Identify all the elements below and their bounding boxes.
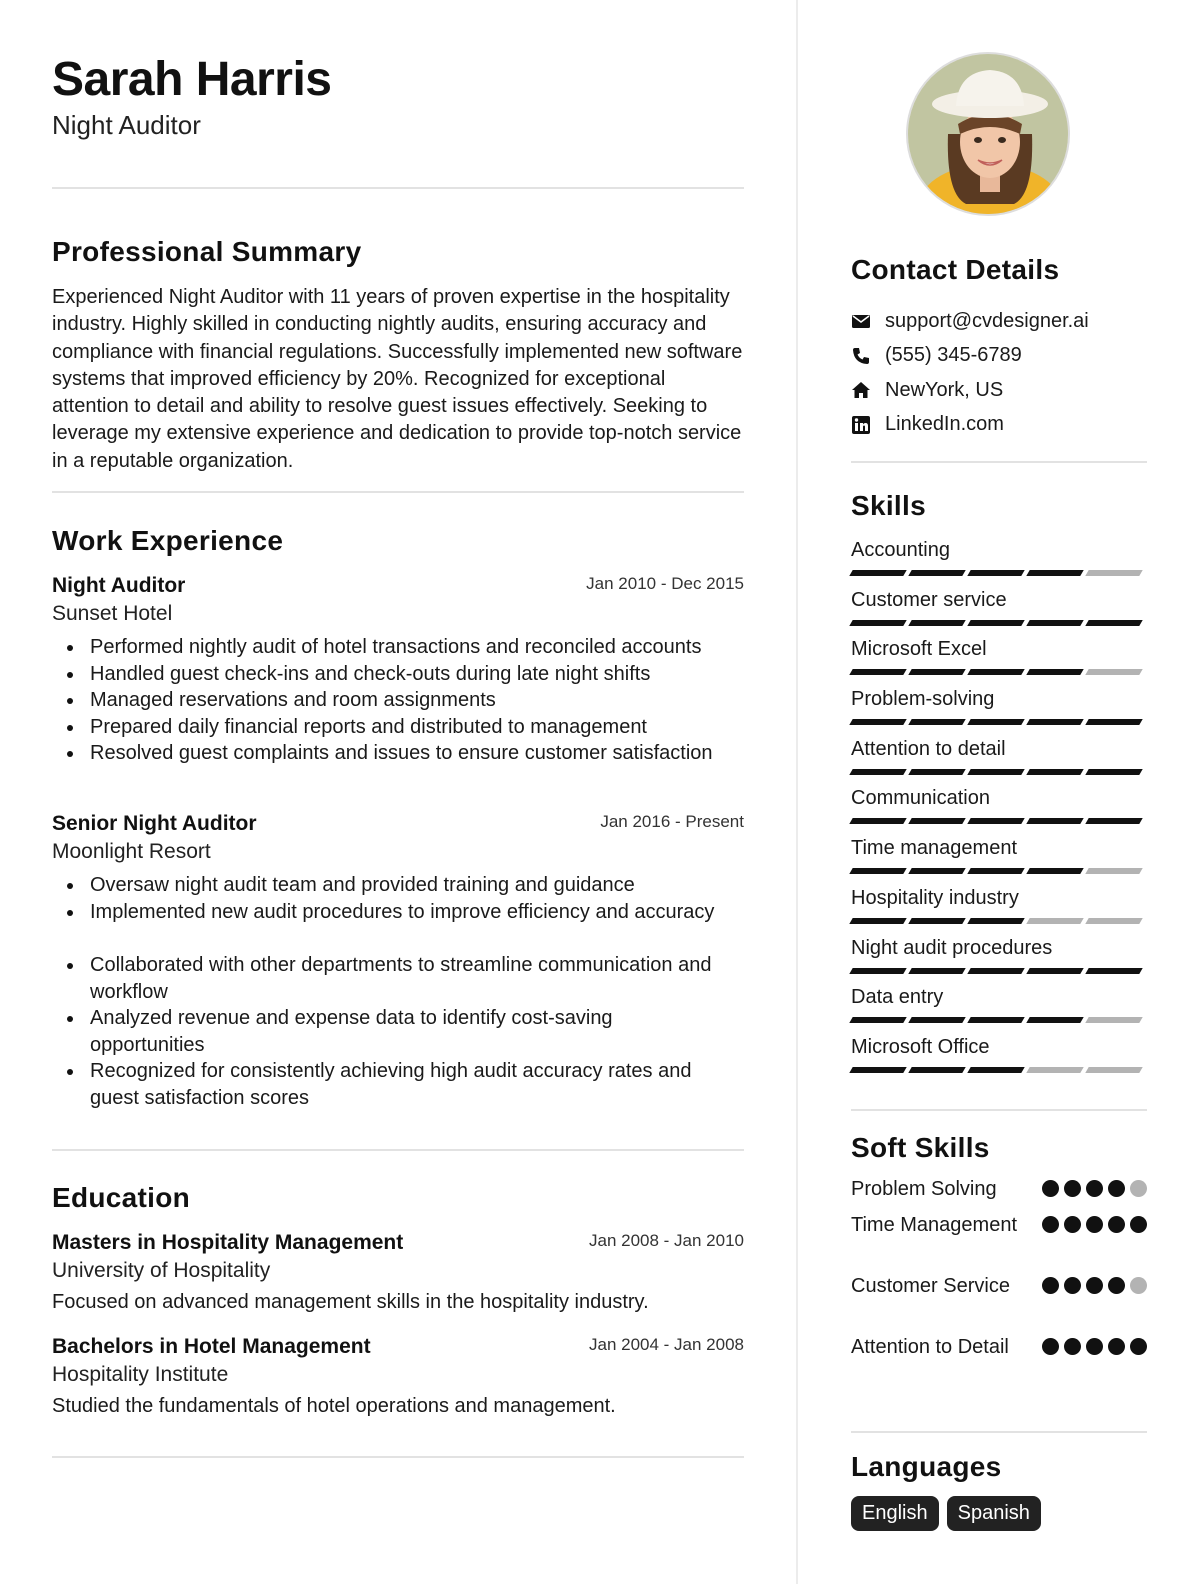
skill-level-segment (849, 1067, 906, 1073)
column-divider (796, 0, 798, 1584)
contact-location (851, 373, 1089, 408)
profile-photo (906, 52, 1070, 216)
skill-level-segment (908, 769, 965, 775)
skill-level-segment (908, 570, 965, 576)
contact-list (851, 304, 1089, 442)
degree-name: Bachelors in Hotel Management (52, 1335, 371, 1358)
education-heading: Education (52, 1182, 191, 1213)
skill-level-segment (1085, 818, 1142, 824)
skill-level-segment (967, 570, 1024, 576)
skill-level-segment (908, 1067, 965, 1073)
job-bullets (52, 634, 744, 767)
rating-dot (1108, 1277, 1125, 1294)
candidate-name: Sarah Harris (52, 53, 332, 106)
skill-level-bar (851, 669, 1141, 675)
rating-dot (1064, 1277, 1081, 1294)
skill-level-segment (1026, 918, 1083, 924)
skill-level-segment (1026, 968, 1083, 974)
envelope-icon (851, 311, 871, 331)
job-dates: Jan 2010 - Dec 2015 (586, 574, 744, 593)
rating-dot (1130, 1277, 1147, 1294)
skill-level-segment (1026, 1067, 1083, 1073)
contact-email[interactable] (851, 304, 1089, 339)
linkedin-icon (851, 415, 871, 435)
rating-dot (1108, 1338, 1125, 1355)
candidate-title: Night Auditor (52, 110, 201, 140)
education-description: Focused on advanced management skills in the hospitality industry. (52, 1291, 649, 1313)
rating-dot (1064, 1338, 1081, 1355)
job-bullet: Performed nightly audit of hotel transactions and reconciled accounts (52, 634, 744, 661)
skill-level-segment (967, 719, 1024, 725)
skill-level-segment (849, 769, 906, 775)
skill-level-bar (851, 719, 1141, 725)
skill-level-segment (1085, 570, 1142, 576)
divider (851, 461, 1147, 463)
rating-dot (1042, 1216, 1059, 1233)
skill-level-segment (967, 1067, 1024, 1073)
skill-name: Night audit procedures (851, 936, 1053, 959)
skill-level-bar (851, 1017, 1141, 1023)
soft-skill-rating (1042, 1216, 1147, 1233)
skill-level-segment (908, 818, 965, 824)
skill-level-segment (967, 620, 1024, 626)
skill-level-segment (908, 868, 965, 874)
summary-heading: Professional Summary (52, 236, 362, 267)
education-dates: Jan 2008 - Jan 2010 (588, 1231, 744, 1250)
skill-level-segment (908, 968, 965, 974)
divider (851, 1431, 1147, 1433)
contact-phone-text: (555) 345-6789 (885, 344, 1022, 367)
skill-level-segment (849, 818, 906, 824)
skill-level-segment (1026, 620, 1083, 626)
skill-level-segment (967, 868, 1024, 874)
school-name: Hospitality Institute (52, 1363, 229, 1386)
education-description: Studied the fundamentals of hotel operations and management. (52, 1395, 616, 1417)
skill-level-segment (849, 620, 906, 626)
skill-name: Problem-solving (851, 688, 995, 711)
skill-level-bar (851, 769, 1141, 775)
job-bullet: Prepared daily financial reports and distributed to management (52, 714, 744, 741)
language-tag: Spanish (947, 1496, 1041, 1531)
skill-level-segment (1026, 1017, 1083, 1023)
language-tag: English (851, 1496, 939, 1531)
job-role: Senior Night Auditor (52, 812, 257, 835)
skill-level-segment (1026, 868, 1083, 874)
skill-level-segment (1085, 868, 1142, 874)
skill-level-segment (1026, 818, 1083, 824)
rating-dot (1064, 1180, 1081, 1197)
rating-dot (1086, 1180, 1103, 1197)
skill-level-segment (849, 918, 906, 924)
soft-skills-list (851, 1176, 1147, 1395)
rating-dot (1130, 1216, 1147, 1233)
skill-level-segment (849, 719, 906, 725)
skill-level-bar (851, 1067, 1141, 1073)
job-bullet: Recognized for consistently achieving high audit accuracy rates and guest satisfaction scores (52, 1058, 744, 1111)
skill-level-segment (967, 968, 1024, 974)
rating-dot (1086, 1277, 1103, 1294)
soft-skill-rating (1042, 1180, 1147, 1197)
contact-heading: Contact Details (851, 254, 1060, 285)
contact-linkedin[interactable] (851, 408, 1089, 443)
skill-level-segment (908, 620, 965, 626)
skill-level-segment (1085, 1017, 1142, 1023)
rating-dot (1108, 1216, 1125, 1233)
skill-level-segment (1026, 769, 1083, 775)
degree-name: Masters in Hospitality Management (52, 1231, 404, 1254)
skill-name: Customer service (851, 588, 1007, 611)
soft-skill-name: Customer Service (851, 1275, 1010, 1297)
job-bullet: Managed reservations and room assignments (52, 687, 744, 714)
languages-list (851, 1496, 1041, 1531)
job-bullet: Resolved guest complaints and issues to ensure customer satisfaction (52, 740, 744, 767)
skill-level-segment (967, 818, 1024, 824)
skill-item (851, 885, 1147, 935)
job-bullet: Implemented new audit procedures to improve efficiency and accuracy (52, 899, 744, 926)
skill-item (851, 935, 1147, 985)
profile-photo-image (908, 54, 1070, 216)
rating-dot (1130, 1180, 1147, 1197)
education-entry (52, 1335, 744, 1418)
soft-skill-rating (1042, 1277, 1147, 1294)
contact-email-text: support@cvdesigner.ai (885, 309, 1089, 332)
skill-level-segment (1085, 968, 1142, 974)
soft-skills-heading: Soft Skills (851, 1132, 990, 1163)
skill-item (851, 1034, 1147, 1084)
experience-heading: Work Experience (52, 525, 284, 556)
job-entry (52, 812, 744, 1111)
skill-level-segment (967, 669, 1024, 675)
skill-name: Hospitality industry (851, 886, 1019, 909)
skill-level-bar (851, 968, 1141, 974)
home-icon (851, 380, 871, 400)
skill-level-segment (908, 669, 965, 675)
job-bullet: Collaborated with other departments to streamline communication and workflow (52, 952, 744, 1005)
contact-linkedin-text: LinkedIn.com (885, 413, 1004, 436)
job-bullet: Analyzed revenue and expense data to identify cost-saving opportunities (52, 1005, 744, 1058)
skill-item (851, 736, 1147, 786)
skill-level-segment (1085, 669, 1142, 675)
rating-dot (1086, 1338, 1103, 1355)
contact-phone[interactable] (851, 339, 1089, 374)
skill-level-segment (967, 918, 1024, 924)
job-bullet: Handled guest check-ins and check-outs during late night shifts (52, 661, 744, 688)
skill-name: Microsoft Excel (851, 638, 987, 661)
soft-skill-name: Attention to Detail (851, 1336, 1009, 1358)
soft-skill-item (851, 1176, 1147, 1212)
divider (52, 187, 744, 189)
skill-level-segment (908, 719, 965, 725)
divider (851, 1109, 1147, 1111)
skill-item (851, 636, 1147, 686)
skill-name: Attention to detail (851, 737, 1006, 760)
education-dates: Jan 2004 - Jan 2008 (588, 1335, 744, 1354)
contact-location-text: NewYork, US (885, 378, 1004, 401)
rating-dot (1042, 1277, 1059, 1294)
rating-dot (1086, 1216, 1103, 1233)
summary-text: Experienced Night Auditor with 11 years of proven expertise in the hospitality industry. Highly skilled in conducting nightly audits, ensuring accuracy and compliance with financial regulations. Successfully implemented new software systems that improved efficiency by 20%. Recognized for exceptional attention to detail and ability to resolve guest issues effectively. Seeking to leverage my extensive experience and dedication to provide top-notch service in a reputable organization. (52, 286, 743, 472)
skill-level-segment (1026, 719, 1083, 725)
rating-dot (1042, 1180, 1059, 1197)
divider (52, 1149, 744, 1151)
skill-level-segment (1026, 669, 1083, 675)
skill-name: Data entry (851, 986, 944, 1009)
skills-heading: Skills (851, 490, 926, 521)
school-name: University of Hospitality (52, 1259, 271, 1282)
job-company: Sunset Hotel (52, 602, 173, 625)
skill-item (851, 686, 1147, 736)
skill-level-segment (1085, 719, 1142, 725)
job-dates: Jan 2016 - Present (600, 812, 744, 831)
job-bullet: Oversaw night audit team and provided training and guidance (52, 872, 744, 899)
skill-level-segment (849, 968, 906, 974)
skill-item (851, 984, 1147, 1034)
job-company: Moonlight Resort (52, 840, 211, 863)
phone-icon (851, 346, 871, 366)
skill-level-segment (849, 1017, 906, 1023)
rating-dot (1108, 1180, 1125, 1197)
skill-level-segment (1085, 918, 1142, 924)
skill-item (851, 785, 1147, 835)
skill-level-segment (849, 669, 906, 675)
skill-level-bar (851, 868, 1141, 874)
skill-level-segment (849, 868, 906, 874)
skill-name: Time management (851, 837, 1017, 860)
soft-skill-name: Time Management (851, 1214, 1017, 1236)
skill-name: Communication (851, 787, 990, 810)
skill-item (851, 835, 1147, 885)
divider (52, 1456, 744, 1458)
soft-skill-item (851, 1212, 1147, 1273)
skill-level-bar (851, 620, 1141, 626)
soft-skill-name: Problem Solving (851, 1178, 997, 1200)
skill-item (851, 537, 1147, 587)
skill-level-bar (851, 918, 1141, 924)
skill-level-segment (1085, 1067, 1142, 1073)
skills-list (851, 537, 1147, 1084)
job-role: Night Auditor (52, 574, 186, 597)
job-bullets (52, 872, 744, 1111)
soft-skill-rating (1042, 1338, 1147, 1355)
skill-name: Accounting (851, 539, 950, 561)
skill-level-segment (967, 769, 1024, 775)
skill-level-bar (851, 818, 1141, 824)
job-entry (52, 574, 744, 767)
skill-level-segment (1026, 570, 1083, 576)
soft-skill-item (851, 1334, 1147, 1395)
divider (52, 491, 744, 493)
skill-level-segment (908, 1017, 965, 1023)
languages-heading: Languages (851, 1451, 1002, 1482)
skill-level-segment (967, 1017, 1024, 1023)
rating-dot (1064, 1216, 1081, 1233)
soft-skill-item (851, 1273, 1147, 1334)
skill-level-segment (1085, 620, 1142, 626)
skill-level-segment (849, 570, 906, 576)
skill-name: Microsoft Office (851, 1035, 990, 1058)
skill-level-segment (1085, 769, 1142, 775)
education-entry (52, 1231, 744, 1314)
rating-dot (1130, 1338, 1147, 1355)
skill-item (851, 587, 1147, 637)
skill-level-segment (908, 918, 965, 924)
skill-level-bar (851, 570, 1141, 576)
rating-dot (1042, 1338, 1059, 1355)
